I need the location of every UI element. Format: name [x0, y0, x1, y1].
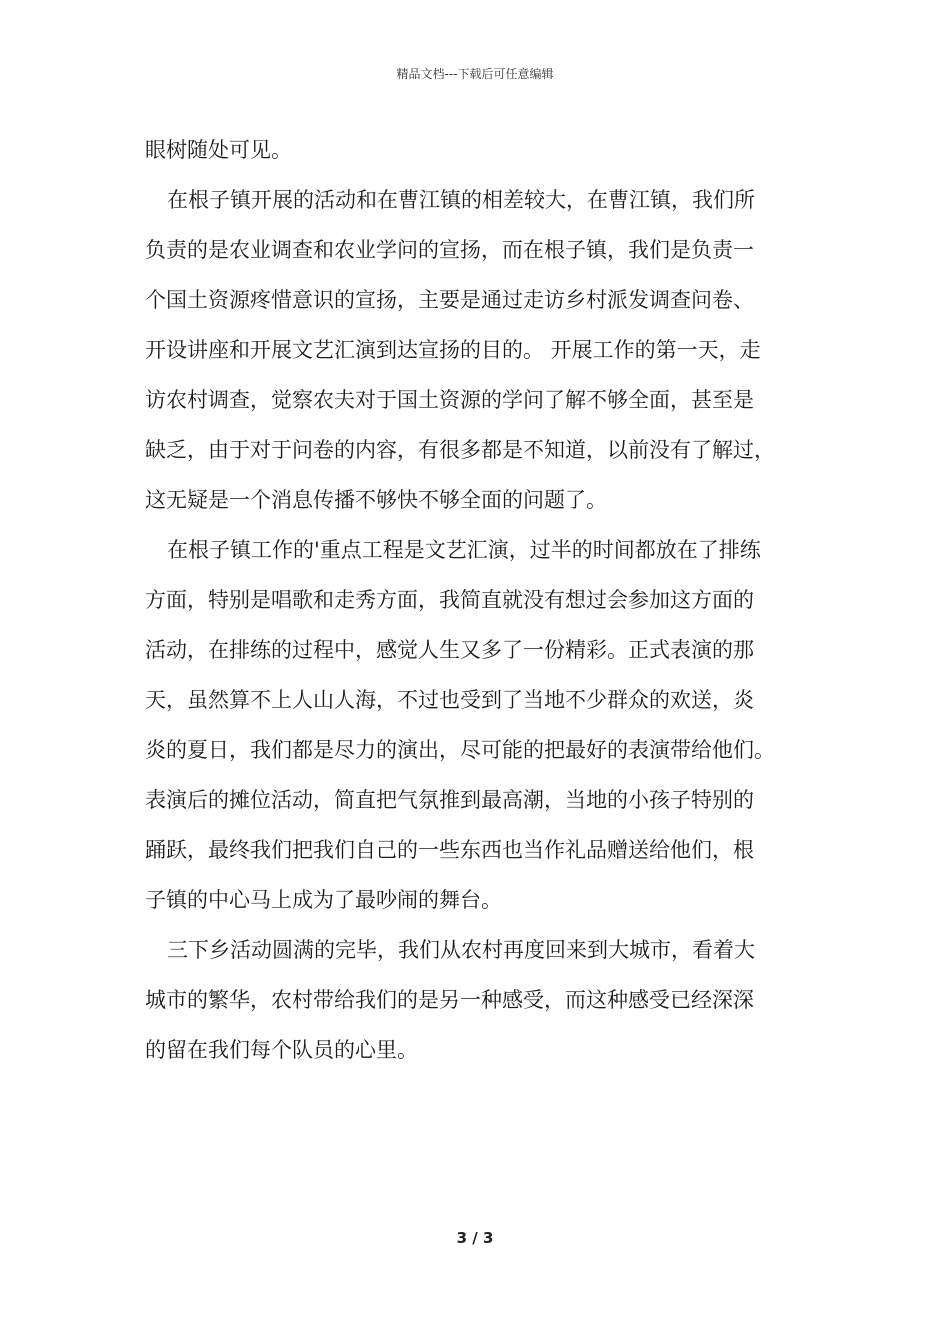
text-line: 踊跃，最终我们把我们自己的一些东西也当作礼品赠送给他们，根 — [145, 838, 754, 862]
paragraph-start-line: 在根子镇工作的'重点工程是文艺汇演，过半的时间都放在了排练 — [167, 538, 761, 562]
text-line: 开设讲座和开展文艺汇演到达宣扬的目的。 开展工作的第一天，走 — [145, 338, 761, 362]
page-header: 精品文档---下载后可任意编辑 — [396, 67, 554, 81]
text-line: 眼树随处可见。 — [145, 138, 292, 162]
text-line: 这无疑是一个消息传播不够快不够全面的问题了。 — [145, 488, 607, 512]
text-line: 负责的是农业调查和农业学问的宣扬，而在根子镇，我们是负责一 — [145, 238, 754, 262]
text-line: 天，虽然算不上人山人海，不过也受到了当地不少群众的欢送，炎 — [145, 688, 754, 712]
text-line: 子镇的中心马上成为了最吵闹的舞台。 — [145, 888, 502, 912]
paragraph-start-line: 三下乡活动圆满的完毕，我们从农村再度回来到大城市，看着大 — [167, 938, 755, 962]
text-line: 访农村调查，觉察农夫对于国土资源的学问了解不够全面，甚至是 — [145, 388, 754, 412]
page-number: 3 / 3 — [456, 1229, 494, 1247]
document-body — [145, 125, 821, 1075]
text-line: 缺乏，由于对于问卷的内容，有很多都是不知道，以前没有了解过， — [145, 438, 775, 462]
text-line: 城市的繁华，农村带给我们的是另一种感受，而这种感受已经深深 — [145, 988, 754, 1012]
text-line: 炎的夏日，我们都是尽力的演出，尽可能的把最好的表演带给他们。 — [145, 738, 775, 762]
text-line: 个国土资源疼惜意识的宣扬，主要是通过走访乡村派发调查问卷、 — [145, 288, 754, 312]
text-line: 活动，在排练的过程中，感觉人生又多了一份精彩。正式表演的那 — [145, 638, 754, 662]
text-line: 表演后的摊位活动，简直把气氛推到最高潮，当地的小孩子特别的 — [145, 788, 754, 812]
paragraph-start-line: 在根子镇开展的活动和在曹江镇的相差较大，在曹江镇，我们所 — [167, 188, 755, 212]
text-line: 的留在我们每个队员的心里。 — [145, 1038, 418, 1062]
text-line: 方面，特别是唱歌和走秀方面，我简直就没有想过会参加这方面的 — [145, 588, 754, 612]
